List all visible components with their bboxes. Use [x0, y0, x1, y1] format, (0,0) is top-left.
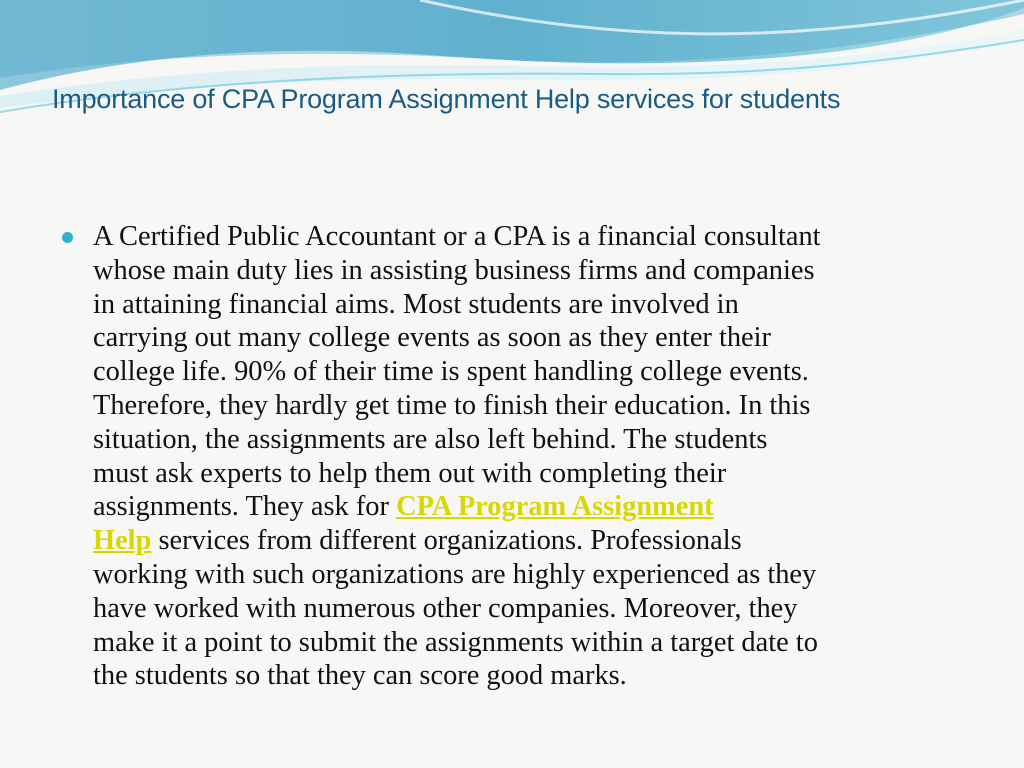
slide-title: Importance of CPA Program Assignment Help services for students	[52, 84, 841, 114]
body-paragraph	[93, 220, 962, 693]
body-line: the students so that they can score good marks.	[93, 660, 627, 692]
body-line: in attaining financial aims. Most students are involved in	[93, 288, 739, 320]
body-line-with-link	[93, 490, 962, 524]
bullet-item	[62, 220, 962, 693]
body-line: situation, the assignments are also left behind. The students	[93, 423, 768, 455]
cpa-assignment-help-link-cont[interactable]: Help	[93, 525, 152, 557]
body-line: college life. 90% of their time is spent handling college events.	[93, 356, 809, 388]
body-line-with-link	[93, 524, 962, 558]
body-line: carrying out many college events as soon as they enter their	[93, 322, 771, 354]
body-line: A Certified Public Accountant or a CPA is a financial consultant	[93, 221, 821, 252]
body-line: whose main duty lies in assisting business firms and companies	[93, 254, 815, 286]
content-area	[62, 220, 962, 693]
body-line: Therefore, they hardly get time to finish their education. In this	[93, 389, 811, 421]
body-line: have worked with numerous other companies. Moreover, they	[93, 592, 798, 624]
body-line: working with such organizations are highly experienced as they	[93, 558, 817, 590]
header-wave-decoration	[0, 0, 1024, 140]
body-text-segment: assignments. They ask for	[93, 491, 397, 523]
cpa-assignment-help-link[interactable]: CPA Program Assignment	[396, 491, 714, 523]
body-line: make it a point to submit the assignments within a target date to	[93, 626, 818, 658]
body-line: must ask experts to help them out with completing their	[93, 457, 727, 489]
body-text-segment: services from different organizations. Professionals	[151, 525, 742, 557]
bullet-dot-icon	[62, 232, 73, 243]
